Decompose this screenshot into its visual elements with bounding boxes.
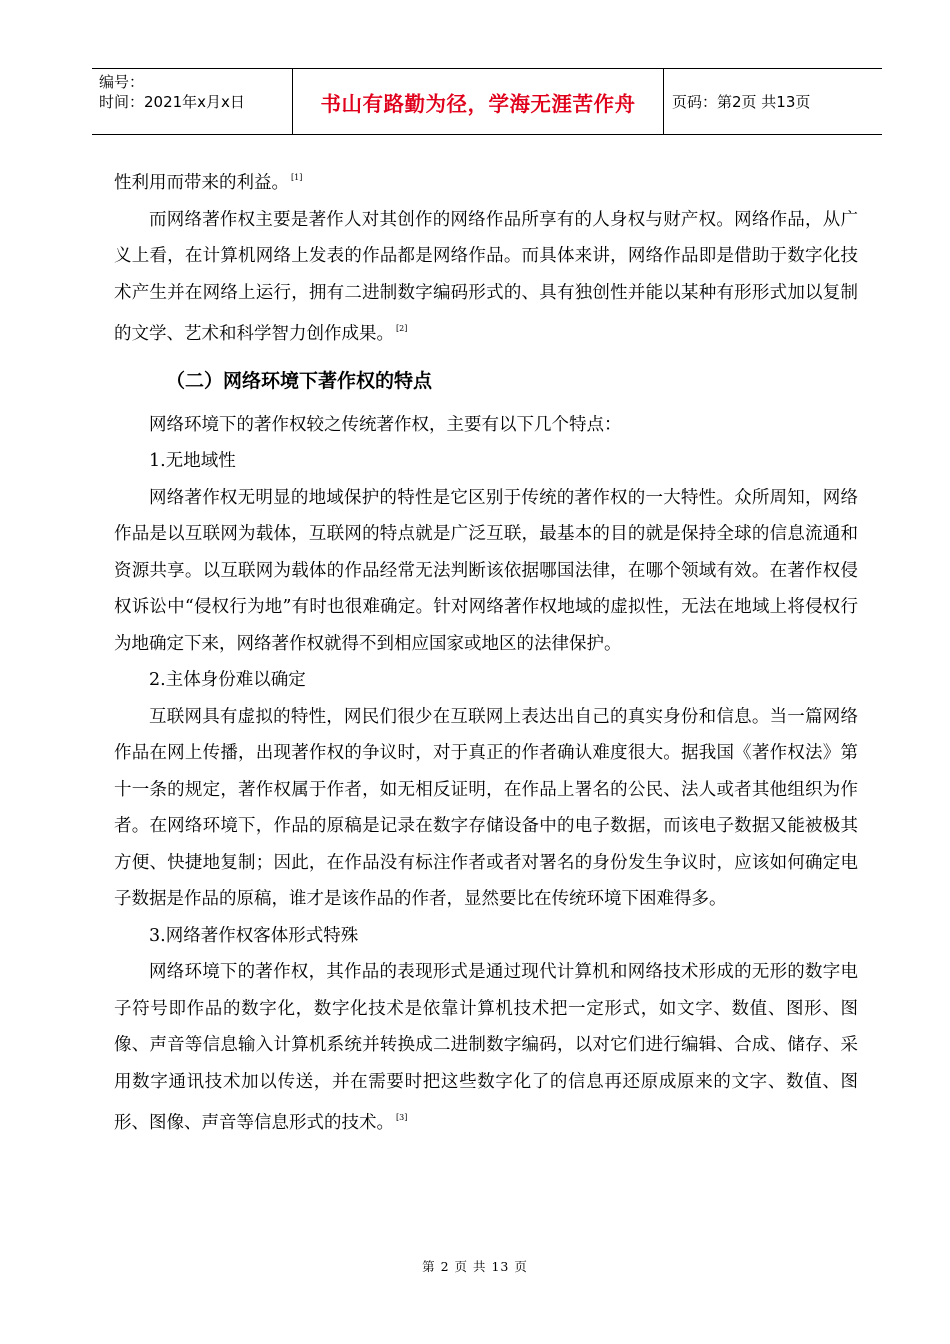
header-motto: 书山有路勤为径，学海无涯苦作舟 xyxy=(293,69,664,134)
paragraph: 网络环境下的著作权较之传统著作权，主要有以下几个特点： xyxy=(149,414,622,435)
paragraph: 而网络著作权主要是著作人对其创作的网络作品所享有的人身权与财产权。网络作品，从广义上看，在计算机网络上发表的作品都是网络作品。而具体来讲，网络作品即是借助于数字化技术产生并在网络上运行，拥有二进制数字编码形式的、具有独创性并能以某种有形形式加以复制的文学、艺术和科学智力创作成果。 [2] xyxy=(114,209,858,344)
header-page-info: 页码：第2页 共13页 xyxy=(672,93,811,111)
paragraph: 网络环境下的著作权，其作品的表现形式是通过现代计算机和网络技术形成的无形的数字电子符号即作品的数字化，数字化技术是依靠计算机技术把一定形式，如文字、数值、图形、图像、声音等信息输入计算机系统并转换成二进制数字编码，以对它们进行编辑、合成、储存、采用数字通讯技术加以传送，并在需要时把这些数字化了的信息再还原成原来的文字、数值、图形、图像、声音等信息形式的技术。 [3] xyxy=(114,962,858,1133)
page-footer: 第 2 页 共 13 页 xyxy=(422,1259,528,1274)
footnote-ref: [1] xyxy=(291,173,303,182)
header-number-label: 编号： xyxy=(99,73,145,91)
paragraph: 网络著作权无明显的地域保护的特性是它区别于传统的著作权的一大特性。众所周知，网络作品是以互联网为载体，互联网的特点就是广泛互联，最基本的目的就是保持全球的信息流通和资源共享。以互联网为载体的作品经常无法判断该依据哪国法律，在哪个领域有效。在著作权侵权诉讼中“侵权行为地”有时也很难确定。针对网络著作权地域的虚拟性，无法在地域上将侵权行为地确定下来，网络著作权就得不到相应国家或地区的法律保护。 xyxy=(114,487,858,654)
document-body xyxy=(114,160,858,1142)
subheading: 2.主体身份难以确定 xyxy=(149,670,306,690)
footnote-ref: [2] xyxy=(396,324,408,333)
paragraph: 互联网具有虚拟的特性，网民们很少在互联网上表达出自己的真实身份和信息。当一篇网络作品在网上传播，出现著作权的争议时，对于真正的作者确认难度很大。据我国《著作权法》第十一条的规定，著作权属于作者，如无相反证明，在作品上署名的公民、法人或者其他组织为作者。在网络环境下，作品的原稿是记录在数字存储设备中的电子数据，而该电子数据又能被极其方便、快捷地复制；因此，在作品没有标注作者或者对署名的身份发生争议时，应该如何确定电子数据是作品的原稿，谁才是该作品的作者，显然要比在传统环境下困难得多。 xyxy=(114,706,858,909)
subheading: 3.网络著作权客体形式特殊 xyxy=(149,925,359,946)
header-meta-cell xyxy=(92,69,293,134)
page-header xyxy=(92,68,882,135)
paragraph: 性利用而带来的利益。 [1] xyxy=(114,173,303,193)
header-time-label: 时间：2021年x月x日 xyxy=(99,93,245,111)
section-heading: （二）网络环境下著作权的特点 xyxy=(166,369,433,392)
subheading: 1.无地域性 xyxy=(149,451,236,471)
footnote-ref: [3] xyxy=(396,1113,408,1122)
